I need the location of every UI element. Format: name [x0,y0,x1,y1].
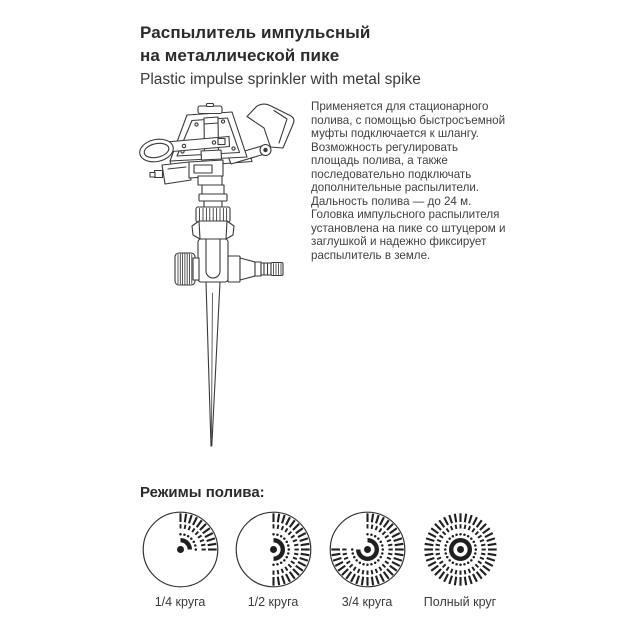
description-line: Возможность регулировать [311,140,459,154]
description-line: муфты подключается к шлангу. [311,127,479,141]
head-column-collar [201,150,222,160]
valve-body [198,239,228,282]
description-line: распылитель в земле. [311,249,431,263]
stem-tube [202,185,224,194]
mode-three-quarter-circle [321,511,413,609]
branch-ring [255,262,261,276]
description-line: Дальность полива — до 24 м. [311,194,472,208]
full-circle-spray-icon [422,511,499,588]
description-line: площадь полива, а также [311,154,448,168]
stem-neck [204,201,222,207]
head-cap [198,106,222,114]
description-line: полива, с помощью быстросъемной [311,113,506,127]
product-description [311,100,526,263]
mode-quarter-circle [134,511,226,609]
description-line: установлена на пике со штуцером и [311,221,506,235]
page-title-line2: на металлической пике [140,45,340,65]
hex-nut [192,221,234,239]
half-circle-spray-icon [235,511,312,588]
description-line: Головка импульсного распылителя [311,208,500,222]
knob-collar [193,258,199,280]
three-quarter-circle-spray-icon [329,511,406,588]
mode-label: Полный круг [423,595,497,609]
branch-grooved [261,263,271,275]
branch-collar [228,256,240,282]
title-block [140,22,421,90]
mode-label: 1/4 круга [154,595,206,609]
watering-modes-heading: Режимы полива: [140,484,265,501]
mode-label: 1/2 круга [247,595,299,609]
quarter-circle-spray-icon [142,511,219,588]
stem-flange [199,194,227,201]
nozzle-tip [150,173,155,178]
branch-cone [240,258,255,280]
description-line: последовательно подключать [311,167,472,181]
sprinkler-illustration [128,103,303,455]
description-line: дополнительные распылители. [311,181,480,195]
description-line: заглушкой и надежно фиксирует [311,235,487,249]
head-cap-notch [207,104,214,107]
body-step [198,176,222,185]
nozzle [155,171,163,178]
mode-label: 3/4 круга [341,595,393,609]
page-subtitle-en: Plastic impulse sprinkler with metal spike [140,71,421,88]
mode-full-circle [414,511,506,609]
mode-half-circle [227,511,319,609]
nozzle-bracket [162,162,191,184]
metal-spike [206,282,220,446]
page-title-line1: Распылитель импульсный [140,23,371,42]
description-line: Применяется для стационарного [311,100,489,113]
hammer-arm [247,104,294,148]
